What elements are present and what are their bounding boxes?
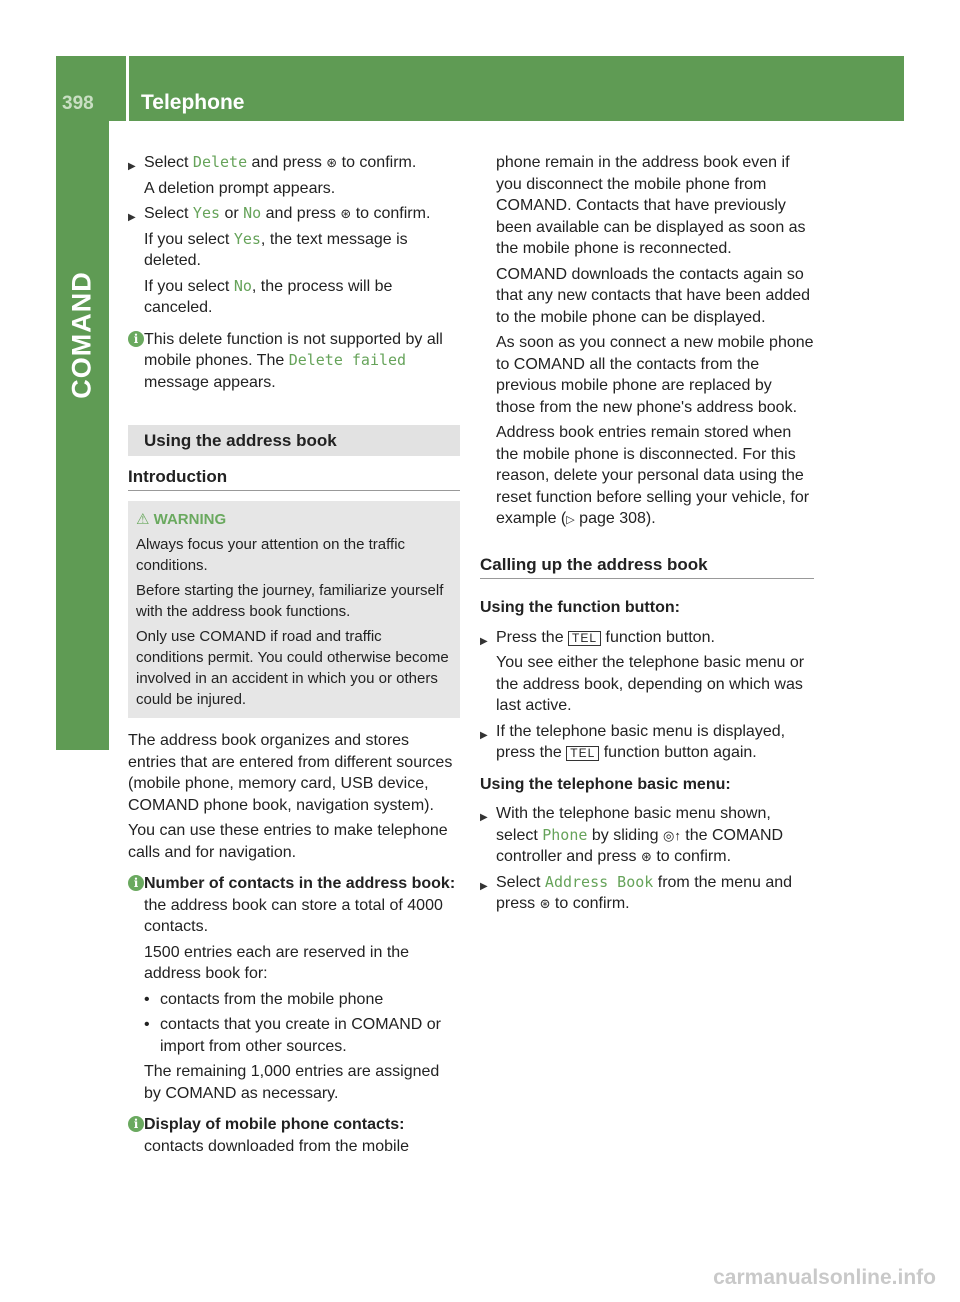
info-delete-unsupported: i This delete function is not supported by all mobile phones. The Delete failed message appears. <box>128 329 460 394</box>
section-title: Telephone <box>141 91 245 114</box>
side-tab <box>56 121 109 697</box>
basic-menu-heading: Using the telephone basic menu: <box>480 775 731 793</box>
page-number: 398 <box>62 93 94 114</box>
display-text: Delete failed <box>288 351 407 369</box>
controller-press-icon: ⊛ <box>539 896 551 911</box>
body-paragraph: The address book organizes and stores entries that are entered from different sources (mobile phone, memory card, USB device, COMAND phone book, navigation system). <box>128 732 453 814</box>
page-ref-icon: ▷ <box>566 514 575 526</box>
calling-heading: Calling up the address book <box>480 554 814 580</box>
step-select-delete: ▶ Select Delete and press ⊛ to confirm. <box>128 152 460 174</box>
display-text: Delete <box>192 153 248 171</box>
warning-text: Before starting the journey, familiarize yourself with the address book functions. <box>136 582 444 620</box>
watermark: carmanualsonline.info <box>713 1266 936 1289</box>
body-paragraph: As soon as you connect a new mobile phone to COMAND all the contacts from the previous mobile phone are replaced by those from the new phone's address book. <box>496 334 814 416</box>
step-select-phone: ▶ With the telephone basic menu shown, select Phone by sliding ◎↑ the COMAND controller and press ⊛ to confirm. <box>480 805 784 865</box>
info-mobile-contacts: i Display of mobile phone contacts: contacts downloaded from the mobile <box>128 1114 460 1157</box>
step-arrow-icon: ▶ <box>480 635 488 647</box>
warning-text: Always focus your attention on the traffic conditions. <box>136 536 406 574</box>
step-arrow-icon: ▶ <box>128 212 136 223</box>
display-text: Yes <box>192 204 221 222</box>
controller-slide-icon: ◎↑ <box>663 827 681 843</box>
body-paragraph: Address book entries remain stored when the mobile phone is disconnected. For this reason, delete your personal data using the reset function before selling your vehicle, for example (▷ page 308). <box>496 424 810 527</box>
section-heading: Using the address book <box>128 425 460 456</box>
step-arrow-icon: ▶ <box>480 880 488 892</box>
body-paragraph: COMAND downloads the contacts again so that any new contacts that have been added to the mobile phone can be displayed. <box>496 265 811 326</box>
side-tab-label: COMAND <box>66 271 97 399</box>
step-result: You see either the telephone basic menu or the address book, depending on which was last active. <box>496 654 805 714</box>
tel-key-icon: TEL <box>568 631 601 646</box>
function-button-heading: Using the function button: <box>480 599 680 616</box>
warning-triangle-icon: ⚠ <box>136 511 150 528</box>
controller-press-icon: ⊛ <box>326 155 338 170</box>
yes-result: If you select Yes, the text message is deleted. <box>144 229 408 269</box>
step-result: A deletion prompt appears. <box>144 179 336 197</box>
info-icon: i <box>128 1116 144 1132</box>
warning-text: Only use COMAND if road and traffic conditions permit. You could otherwise become involved in an accident in which you or others could be injured. <box>136 628 449 708</box>
step-press-tel-again: ▶ If the telephone basic menu is displayed, press the TEL function button again. <box>480 722 786 761</box>
step-arrow-icon: ▶ <box>128 161 136 172</box>
warning-title: ⚠ WARNING <box>136 511 227 528</box>
right-column <box>480 152 814 919</box>
corner-block <box>56 697 109 750</box>
no-result: If you select No, the process will be canceled. <box>144 276 393 316</box>
tel-key-icon: TEL <box>566 746 599 761</box>
controller-press-icon: ⊛ <box>640 849 652 864</box>
controller-press-icon: ⊛ <box>340 206 352 221</box>
body-paragraph: phone remain in the address book even if you disconnect the mobile phone from COMAND. Contacts that have previously been available can be displayed as soon as the mobile phone is reconnected. <box>496 154 806 257</box>
body-paragraph: You can use these entries to make telephone calls and for navigation. <box>128 822 448 861</box>
info-icon: i <box>128 331 144 347</box>
list-item: • contacts from the mobile phone <box>144 990 384 1008</box>
step-press-tel: ▶ Press the TEL function button. <box>480 627 814 649</box>
intro-heading: Introduction <box>128 466 460 492</box>
list-item: • contacts that you create in COMAND or import from other sources. <box>144 1016 441 1055</box>
step-arrow-icon: ▶ <box>480 729 488 741</box>
step-select-yes-no: ▶ Select Yes or No and press ⊛ to confirm. <box>128 203 460 225</box>
header-divider <box>126 56 129 121</box>
left-column <box>128 152 460 1167</box>
display-text: Phone <box>542 825 588 844</box>
info-icon: i <box>128 875 144 891</box>
display-text: No <box>243 204 262 222</box>
step-arrow-icon: ▶ <box>480 812 488 823</box>
info-contact-count: i Number of contacts in the address book: the address book can store a total of 4000 contacts. 1500 entries each are reserved in the address book for: • contacts from the mobile phone • contacts that you create in COMAND or import from other sources. The remaining 1,000 entries are assigned by COMAND as necessary. <box>128 873 460 1104</box>
display-text: Address Book <box>544 872 654 891</box>
warning-box <box>128 501 460 718</box>
step-select-address-book: ▶ Select Address Book from the menu and press ⊛ to confirm. <box>480 872 793 912</box>
